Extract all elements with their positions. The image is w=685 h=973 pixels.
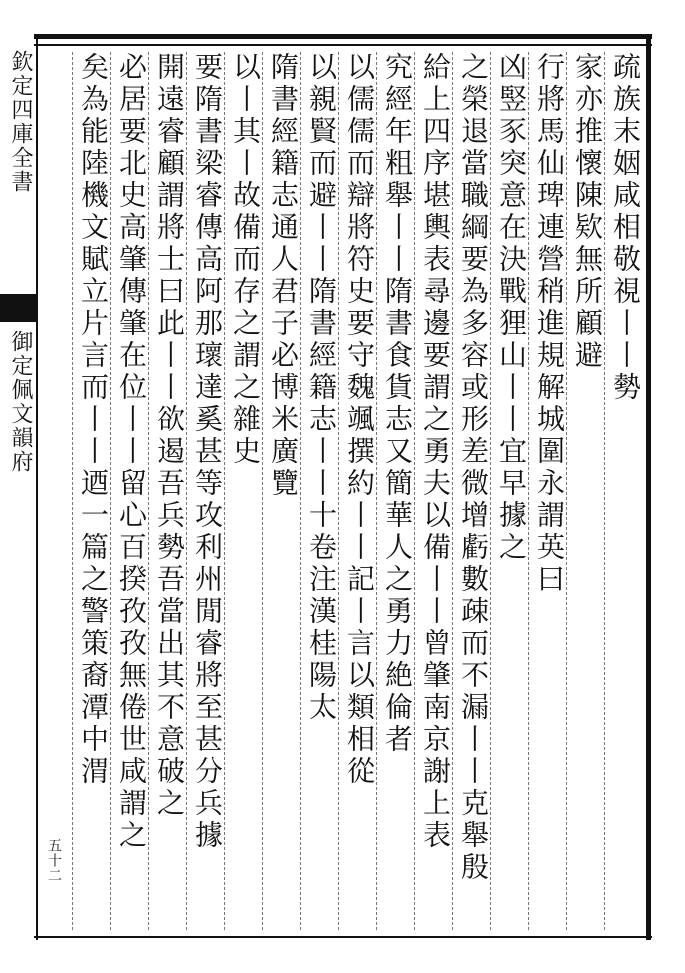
text-column-4: 凶竪豕突意在決戰狸山丨丨宜早據之 bbox=[495, 52, 528, 564]
text-column-8: 以儒儒而辯將符史要守魏颯撰約丨丨記丨言以類相從 bbox=[343, 52, 376, 788]
text-column-2: 家亦推懷陳欵無所顧避 bbox=[571, 52, 604, 372]
text-column-9: 以親賢而避丨丨隋書經籍志丨丨十卷注漢桂陽太 bbox=[305, 52, 338, 724]
text-column-14: 必居要北史高肇傳肇在位丨丨留心百揆孜孜無倦世咸謂之 bbox=[115, 52, 148, 852]
text-column-6: 給上四序堪輿表尋邊要謂之勇夫以備丨丨曾肇南京謝上表 bbox=[419, 52, 452, 852]
text-column-7: 究經年粗舉丨丨隋書食貨志又簡華人之勇力絶倫者 bbox=[381, 52, 414, 756]
top-border-inner bbox=[34, 44, 652, 46]
page-number: 五十二 bbox=[46, 838, 62, 883]
text-column-13: 開遠睿顧謂將士曰此丨丨欲遏吾兵勢吾當出其不意破之 bbox=[153, 52, 186, 820]
fish-tail-mark bbox=[0, 294, 38, 322]
left-border bbox=[36, 34, 38, 940]
text-column-10: 隋書經籍志通人君子必博米廣覽 bbox=[267, 52, 300, 500]
margin-book-title: 御定佩文韻府 bbox=[8, 330, 33, 474]
right-border bbox=[646, 34, 651, 940]
text-column-15: 矣為能陸機文賦立片言而丨丨迺一篇之警策裔潭中渭 bbox=[77, 52, 110, 788]
top-border bbox=[34, 34, 652, 39]
text-column-3: 行將馬仙琕連營稍進規解城圍永謂英曰 bbox=[533, 52, 566, 596]
text-column-11: 以丨其丨故備而存之謂之雜史 bbox=[229, 52, 262, 468]
text-column-5: 之榮退當職綱要為多容或形差微增虧數疎而不漏丨丨克舉殷 bbox=[457, 52, 490, 884]
margin-top-title: 欽定四庫全書 bbox=[8, 50, 33, 194]
bottom-border bbox=[34, 936, 652, 938]
text-column-12: 要隋書梁睿傳高阿那瓌達奚甚等攻利州閒睿將至甚分兵據 bbox=[191, 52, 224, 852]
text-column-1: 疏族末姻咸相敬視丨丨勢 bbox=[609, 52, 642, 404]
